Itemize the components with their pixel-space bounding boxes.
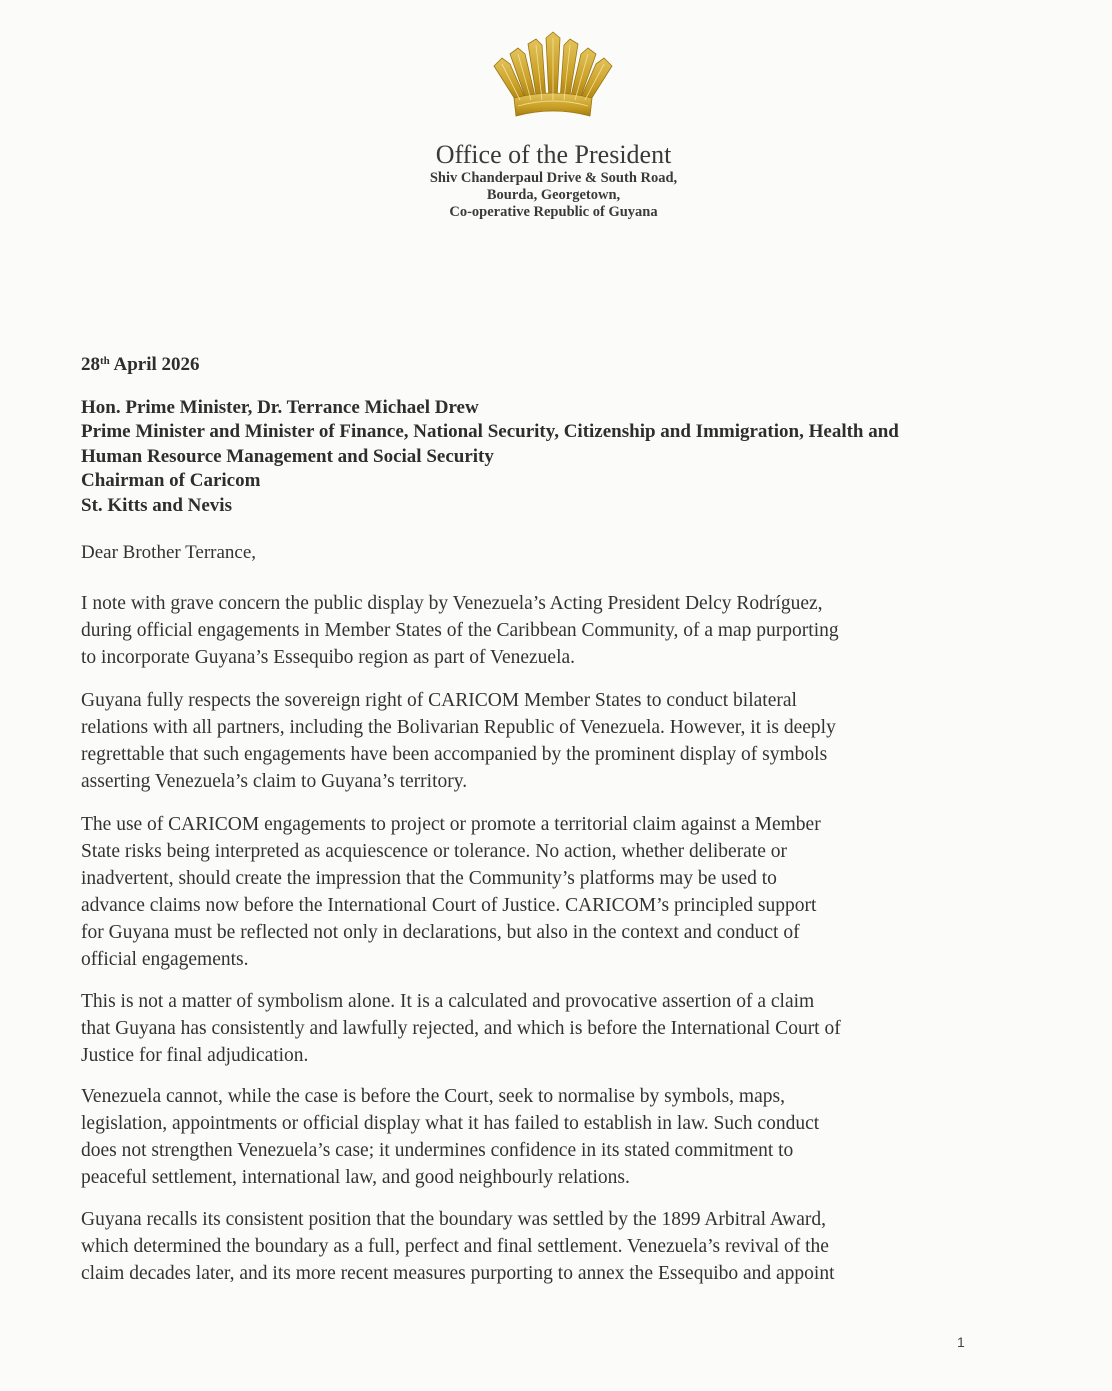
paragraph-line: relations with all partners, including the Bolivarian Republic of Venezuela. However, it is deeply (81, 717, 836, 738)
paragraph-line: Guyana fully respects the sovereign right of CARICOM Member States to conduct bilateral (81, 690, 797, 711)
address-line: Bourda, Georgetown, (486, 187, 621, 203)
paragraph-line: that Guyana has consistently and lawfully rejected, and which is before the International Court of (81, 1018, 841, 1039)
address-line: Co-operative Republic of Guyana (449, 204, 658, 220)
paragraph-line: inadvertent, should create the impression that the Community’s platforms may be used to (81, 868, 777, 889)
paragraph-line: Guyana recalls its consistent position that the boundary was settled by the 1899 Arbitral Award, (81, 1209, 827, 1230)
paragraph-line: which determined the boundary as a full, perfect and final settlement. Venezuela’s revival of the (81, 1236, 829, 1257)
paragraph-line: State risks being interpreted as acquiescence or tolerance. No action, whether deliberate or (81, 841, 788, 862)
recipient-line: St. Kitts and Nevis (81, 494, 232, 516)
paragraph-line: to incorporate Guyana’s Essequibo region as part of Venezuela. (81, 647, 576, 668)
recipient-line: Prime Minister and Minister of Finance, National Security, Citizenship and Immigration, Health and (81, 421, 899, 443)
recipient-line: Human Resource Management and Social Security (81, 445, 494, 467)
crown-emblem-icon (486, 30, 620, 124)
paragraph-line: legislation, appointments or official display what it has failed to establish in law. Such conduct (81, 1113, 820, 1134)
letter-date (81, 354, 200, 376)
paragraph-line: peaceful settlement, international law, and good neighbourly relations. (81, 1167, 630, 1188)
paragraph-line: I note with grave concern the public display by Venezuela’s Acting President Delcy Rodríguez, (81, 593, 823, 614)
paragraph-line: advance claims now before the International Court of Justice. CARICOM’s principled support (81, 895, 817, 916)
paragraph-line: official engagements. (81, 949, 249, 970)
date-day: 28 (81, 354, 100, 375)
page-number: 1 (957, 1334, 965, 1350)
recipient-line: Chairman of Caricom (81, 470, 261, 492)
date-month-year: April 2026 (113, 354, 200, 375)
body-paragraph (81, 1083, 819, 1191)
body-paragraph (81, 811, 821, 973)
paragraph-line: The use of CARICOM engagements to project or promote a territorial claim against a Member (81, 814, 821, 835)
paragraph-line: This is not a matter of symbolism alone. It is a calculated and provocative assertion of a claim (81, 991, 815, 1012)
address-line: Shiv Chanderpaul Drive & South Road, (429, 170, 678, 186)
paragraph-line: during official engagements in Member States of the Caribbean Community, of a map purporting (81, 620, 839, 641)
body-paragraph (81, 1206, 835, 1287)
paragraph-line: Venezuela cannot, while the case is before the Court, seek to normalise by symbols, maps, (81, 1086, 785, 1107)
date-suffix: th (100, 355, 110, 367)
body-paragraph (81, 988, 841, 1069)
body-paragraph (81, 590, 839, 671)
salutation: Dear Brother Terrance, (81, 542, 257, 563)
recipient-line: Hon. Prime Minister, Dr. Terrance Michael Drew (81, 397, 479, 418)
paragraph-line: does not strengthen Venezuela’s case; it undermines confidence in its stated commitment to (81, 1140, 794, 1161)
recipient-block (81, 396, 899, 518)
paragraph-line: asserting Venezuela’s claim to Guyana’s territory. (81, 771, 468, 792)
letterhead (0, 140, 1112, 221)
body-paragraph (81, 687, 836, 795)
office-title: Office of the President (435, 140, 672, 169)
paragraph-line: Justice for final adjudication. (81, 1045, 309, 1066)
paragraph-line: for Guyana must be reflected not only in declarations, but also in the context and conduct of (81, 922, 800, 943)
paragraph-line: claim decades later, and its more recent measures purporting to annex the Essequibo and appoint (81, 1263, 835, 1284)
paragraph-line: regrettable that such engagements have been accompanied by the prominent display of symbols (81, 744, 828, 765)
